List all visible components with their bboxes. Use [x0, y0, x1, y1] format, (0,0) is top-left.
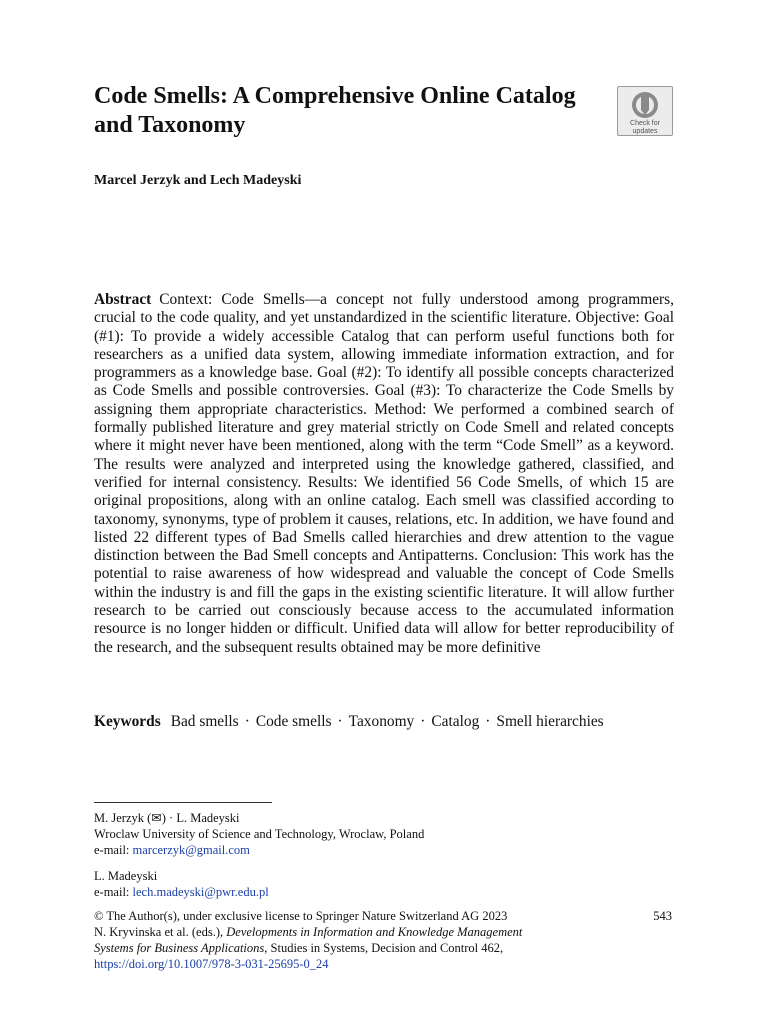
affiliation-email-2: e-mail: lech.madeyski@pwr.edu.pl: [94, 885, 269, 899]
book-title-part-1: Developments in Information and Knowledge Management: [226, 925, 523, 939]
keywords: [94, 713, 674, 731]
author-affiliations: [94, 810, 674, 900]
paper-title: Code Smells: A Comprehensive Online Catalog and Taxonomy: [94, 83, 576, 138]
copyright-notice: © The Author(s), under exclusive license to Springer Nature Switzerland AG 2023: [94, 909, 508, 923]
series-info: , Studies in Systems, Decision and Control 462,: [264, 941, 504, 955]
keywords-label: Keywords: [94, 713, 161, 730]
keyword-item: Catalog: [431, 713, 480, 730]
email-link-2[interactable]: lech.madeyski@pwr.edu.pl: [132, 885, 269, 899]
abstract: [94, 291, 674, 657]
abstract-label: Abstract: [94, 291, 152, 308]
keyword-item: Code smells: [255, 713, 332, 730]
check-for-updates-badge[interactable]: [617, 86, 673, 136]
email-link-1[interactable]: marcerzyk@gmail.com: [132, 843, 250, 857]
doi-link[interactable]: https://doi.org/10.1007/978-3-031-25695-0_24: [94, 957, 329, 971]
affiliation-author-2: L. Madeyski: [94, 869, 158, 883]
citation-line-3: [94, 956, 674, 972]
keyword-item: Bad smells: [170, 713, 239, 730]
keyword-separator: ·: [244, 713, 250, 730]
affiliation-authors: M. Jerzyk (✉) · L. Madeyski: [94, 811, 240, 825]
keyword-item: Taxonomy: [348, 713, 415, 730]
footnote-divider: [94, 802, 272, 803]
affiliation-email-1: e-mail: marcerzyk@gmail.com: [94, 843, 250, 857]
crossmark-icon: [630, 90, 660, 120]
keyword-separator: ·: [337, 713, 343, 730]
abstract-text: Context: Code Smells—a concept not fully understood among programmers, crucial to the code quality, and yet unstandardized in the scientific literature. Objective: Goal (#1): To provide a widely accessible Catalog that can perform useful functions both for researchers as a unified data system, allowing immediate information extraction, and for programmers as a knowledge base. Goal (#2): To identify all possible concepts characterized as Code Smells and possible controversies. Goal (#3): To characterize the Code Smells by assigning them appropriate characteristics. Method: We performed a combined search of formally published literature and grey material strictly on Code Smell and related concepts where it might never have been mentioned, along with the term “Code Smell” as a keyword. The results were analyzed and interpreted using the knowledge gathered, classified, and verified for internal consistency. Results: We identified 56 Code Smells, of which 15 are original propositions, along with an online catalog. Each smell was classified according to taxonomy, synonyms, type of problem it causes, relations, etc. In addition, we have found and listed 22 different types of Bad Smells called hierarchies and drew attention to the vague distinction between the Bad Smell concepts and Antipatterns. Conclusion: This work has the potential to raise awareness of how widespread and valuable the concept of Code Smells within the industry is and fill the gaps in the existing scientific literature. It will allow further research to be carried out consciously because access to the accumulated information resource is no longer hidden or difficult. Unified data will allow for better reproducibility of the research, and the subsequent results obtained may be more definitive: [94, 291, 674, 656]
keyword-separator: ·: [485, 713, 491, 730]
page-number: 543: [653, 909, 672, 923]
badge-line-1: Check for: [630, 120, 660, 127]
affiliation-institution: Wroclaw University of Science and Technology, Wroclaw, Poland: [94, 827, 425, 841]
book-title-part-2: Systems for Business Applications: [94, 941, 265, 955]
keyword-item: Smell hierarchies: [496, 713, 604, 730]
citation-line-1: N. Kryvinska et al. (eds.), Developments in Information and Knowledge Management: [94, 925, 523, 939]
publication-footer: [94, 908, 674, 972]
authors: Marcel Jerzyk and Lech Madeyski: [94, 173, 302, 188]
citation-line-2: [94, 940, 674, 956]
keyword-separator: ·: [420, 713, 426, 730]
badge-line-2: updates: [632, 128, 658, 135]
